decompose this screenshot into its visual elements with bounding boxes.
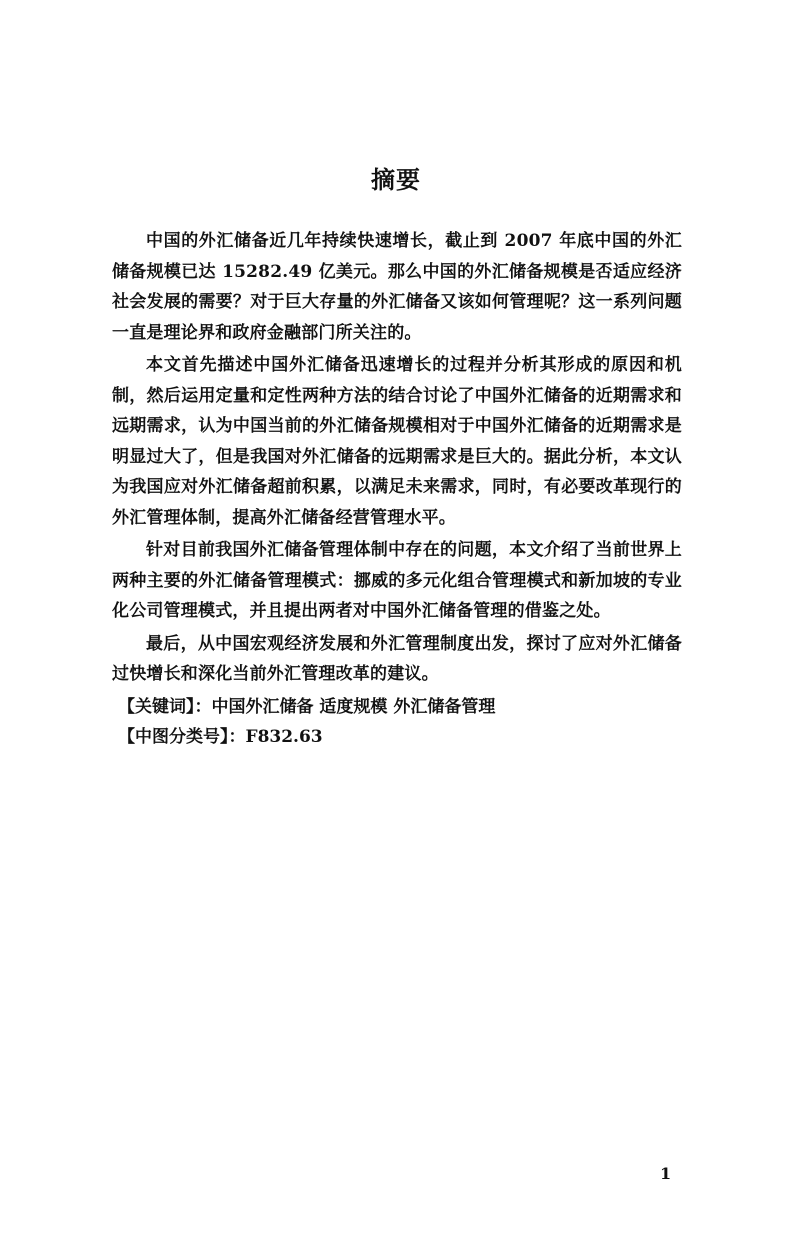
- page-title: 摘要: [371, 165, 421, 194]
- abstract-paragraph-3: 针对目前我国外汇储备管理体制中存在的问题，本文介绍了当前世界上两种主要的外汇储备管理模式：挪威的多元化组合管理模式和新加坡的专业化公司管理模式，并且提出两者对中国外汇储备管理的借鉴之处。: [112, 540, 682, 621]
- abstract-paragraph-4: 最后，从中国宏观经济发展和外汇管理制度出发，探讨了应对外汇储备过快增长和深化当前外汇管理改革的建议。: [112, 633, 682, 684]
- abstract-body: [112, 226, 682, 753]
- abstract-paragraph-2: 本文首先描述中国外汇储备迅速增长的过程并分析其形成的原因和机制，然后运用定量和定性两种方法的结合讨论了中国外汇储备的近期需求和远期需求，认为中国当前的外汇储备规模相对于中国外汇储备的近期需求是明显过大了，但是我国对外汇储备的远期需求是巨大的。据此分析，本文认为我国应对外汇储备超前积累，以满足未来需求，同时，有必要改革现行的外汇管理体制，提高外汇储备经营管理水平。: [112, 355, 682, 528]
- keywords-line: 【关键词】：中国外汇储备 适度规模 外汇储备管理: [118, 696, 496, 717]
- abstract-paragraph-1: 中国的外汇储备近几年持续快速增长，截止到 2007 年底中国的外汇储备规模已达 15282.49 亿美元。那么中国的外汇储备规模是否适应经济社会发展的需要？对于巨大存量的外汇储备又该如何管理呢？这一系列问题一直是理论界和政府金融部门所关注的。: [112, 231, 682, 343]
- page-number: 1: [660, 1164, 672, 1183]
- classification-line: 【中图分类号】：F832.63: [118, 727, 323, 747]
